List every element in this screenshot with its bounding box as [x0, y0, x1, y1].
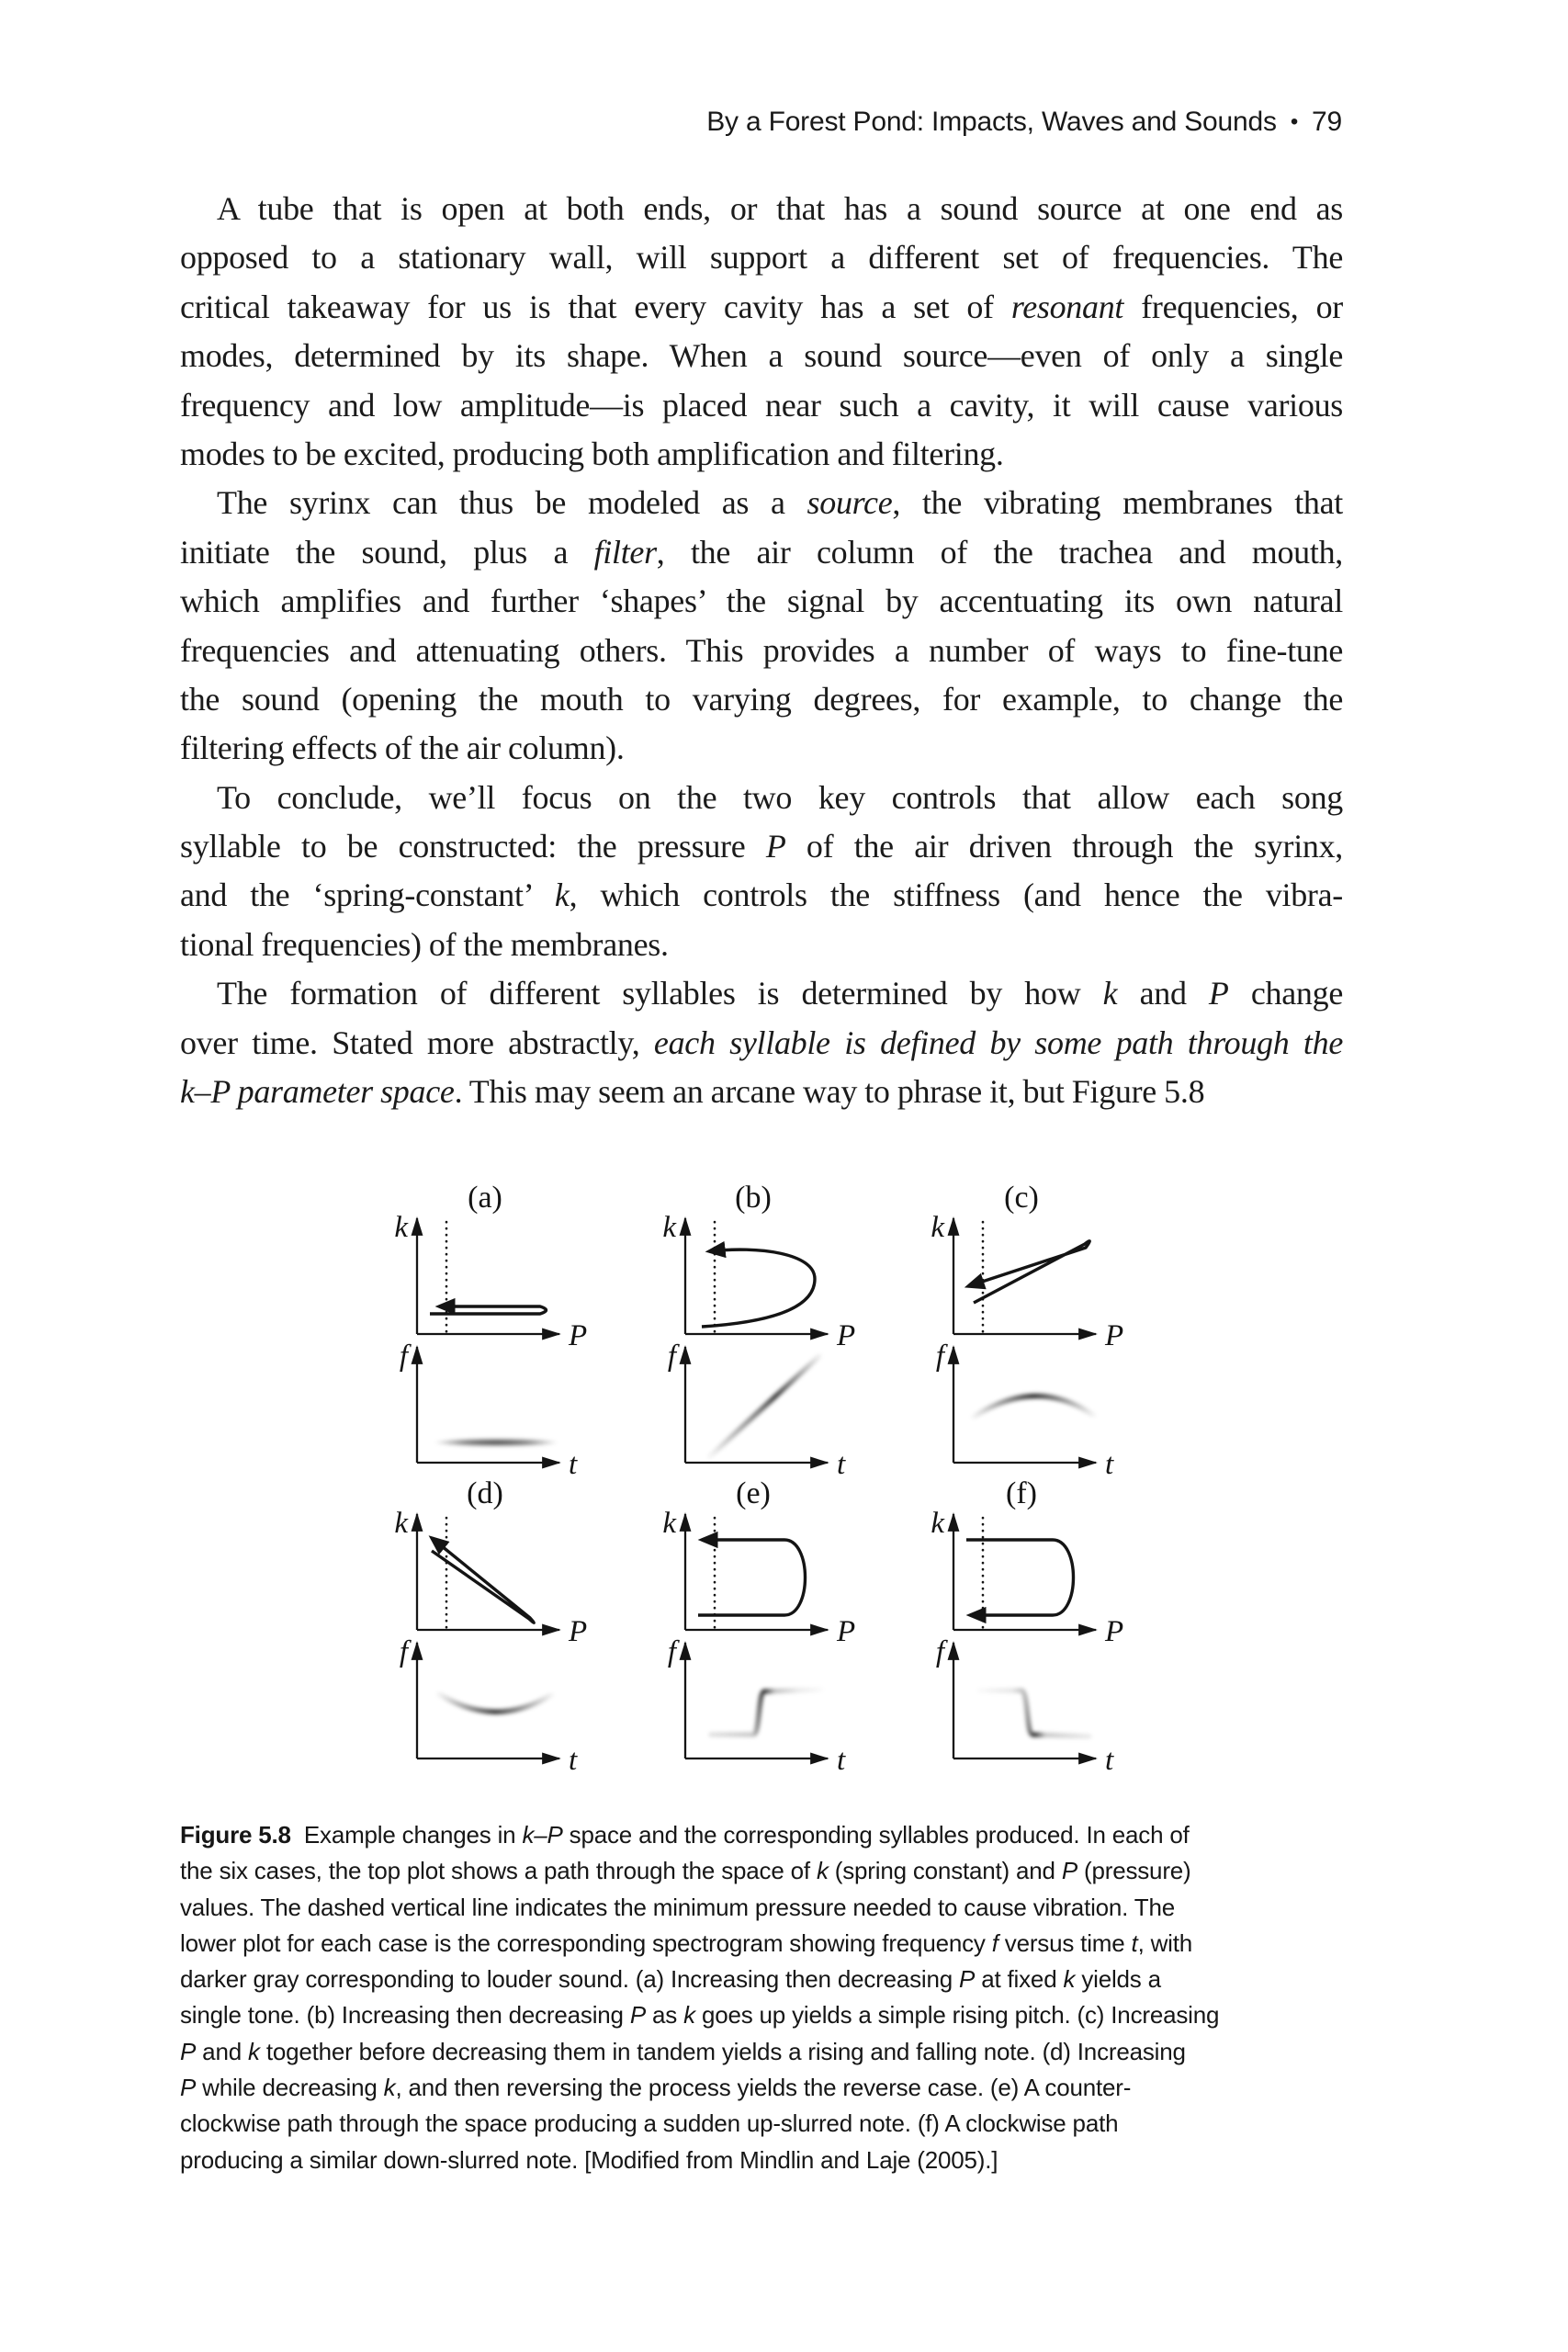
italic-text: filter — [593, 533, 657, 571]
figure-5-8 — [366, 1180, 1170, 1771]
text-line — [180, 871, 1343, 920]
caption-line — [180, 1962, 1246, 1997]
text-segment: , and then reversing the process yields the reverse case. (e) A counter- — [395, 2074, 1132, 2102]
spectrogram-plot — [668, 1340, 846, 1476]
spectrogram-plot — [668, 1635, 846, 1771]
text-segment: which amplifies and further ‘shapes’ the signal by accentuating its own natural — [180, 582, 1343, 620]
spectrogram-trace — [434, 1439, 558, 1447]
italic-text: k — [683, 2001, 695, 2030]
x-axis-label: P — [837, 1319, 856, 1352]
text-line — [180, 283, 1343, 332]
italic-text: P — [629, 2001, 646, 2030]
figure-panel-b — [634, 1180, 902, 1476]
panel-plots — [634, 1180, 884, 1476]
italic-text: k — [554, 876, 570, 914]
italic-text: t — [1131, 1928, 1138, 1957]
text-segment: as — [646, 2001, 684, 2030]
y-axis-label: k — [931, 1211, 944, 1244]
text-segment: together before decreasing them in tandem yields a rising and falling note. (d) Increasing — [259, 2037, 1186, 2065]
text-line — [180, 185, 1343, 233]
running-head-title: By a Forest Pond: Impacts, Waves and Sounds — [706, 107, 1277, 137]
text-segment: yields a — [1075, 1965, 1161, 1994]
text-line — [180, 822, 1343, 871]
italic-text: k — [383, 2074, 396, 2102]
text-segment: while decreasing — [196, 2074, 384, 2102]
text-line — [180, 381, 1343, 430]
italic-text: source — [807, 484, 893, 522]
y-axis-label: k — [394, 1507, 408, 1540]
paragraph-3 — [180, 774, 1343, 970]
figure-panel-f — [902, 1476, 1170, 1771]
text-segment: of the air driven through the syrinx, — [785, 828, 1343, 865]
caption-line — [180, 2143, 1246, 2178]
x-axis-label: t — [569, 1744, 578, 1771]
text-segment: values. The dashed vertical line indicates the minimum pressure needed to cause vibration. The — [180, 1893, 1175, 1921]
text-segment: initiate the sound, plus a — [180, 533, 594, 571]
text-segment: critical takeaway for us is that every cavity has a set of — [180, 288, 1011, 325]
panel-plots — [902, 1476, 1152, 1771]
caption-line — [180, 1853, 1246, 1889]
text-segment: Example changes in — [290, 1821, 523, 1849]
caption-line — [180, 2106, 1246, 2142]
kp-plot — [931, 1211, 1123, 1352]
kp-path — [968, 1241, 1089, 1303]
text-segment: , the air column of the trachea and mouth, — [656, 533, 1343, 571]
text-segment: goes up yields a simple rising pitch. (c) Increasing — [694, 2001, 1220, 2030]
text-segment: and — [1117, 975, 1209, 1012]
panel-label: (e) — [736, 1476, 771, 1510]
x-axis-label: P — [569, 1319, 588, 1352]
text-segment: at fixed — [975, 1965, 1064, 1994]
italic-text: resonant — [1010, 288, 1124, 325]
x-axis-label: P — [1105, 1319, 1124, 1352]
figure-panel-d — [366, 1476, 634, 1771]
bullet-separator: • — [1290, 109, 1299, 134]
spectrogram-trace — [439, 1694, 551, 1712]
y-axis-label: f — [935, 1340, 944, 1373]
italic-text: k–P parameter space — [180, 1073, 455, 1111]
text-line — [180, 627, 1343, 675]
text-segment: the six cases, the top plot shows a path through the space of — [180, 1857, 817, 1885]
figure-panel-e — [634, 1476, 902, 1771]
text-segment: and — [196, 2037, 248, 2065]
text-segment: change — [1228, 975, 1343, 1012]
panel-label: (d) — [467, 1476, 503, 1510]
caption-line — [180, 1997, 1246, 2033]
x-axis-label: P — [837, 1615, 856, 1648]
figure-panel-a — [366, 1180, 634, 1476]
text-segment: (pressure) — [1077, 1857, 1191, 1885]
kp-plot — [394, 1211, 587, 1352]
x-axis-label: t — [1105, 1744, 1114, 1771]
italic-text: P — [1208, 975, 1229, 1012]
spectrogram-plot — [936, 1340, 1114, 1476]
text-line — [180, 1019, 1343, 1068]
text-segment: , with — [1137, 1928, 1193, 1957]
spectrogram-trace — [709, 1356, 819, 1457]
italic-text: f — [991, 1928, 998, 1957]
italic-text: P — [959, 1965, 976, 1994]
caption-line — [180, 2070, 1246, 2106]
italic-text: k–P — [522, 1821, 563, 1849]
kp-path — [702, 1250, 815, 1327]
italic-text: P — [765, 828, 786, 865]
text-segment: modes to be excited, producing both amplification and filtering. — [180, 435, 1004, 472]
spectrogram-trace — [979, 1690, 1089, 1736]
text-segment: frequencies and attenuating others. This provides a number of ways to fine-tune — [180, 631, 1343, 669]
italic-text: k — [816, 1857, 829, 1885]
kp-path — [430, 1306, 547, 1314]
body-text — [180, 185, 1343, 1116]
bold-text: Figure 5.8 — [180, 1821, 291, 1849]
text-segment: producing a similar down-slurred note. [Modified from Mindlin and Laje (2005).] — [180, 2145, 998, 2174]
y-axis-label: k — [931, 1507, 944, 1540]
figure-panel-c — [902, 1180, 1170, 1476]
panel-plots — [366, 1180, 615, 1476]
text-line — [180, 1068, 1343, 1116]
page-header — [706, 107, 1342, 138]
text-segment: filtering effects of the air column). — [180, 729, 625, 767]
kp-plot — [662, 1507, 855, 1648]
text-segment: . This may seem an arcane way to phrase it, but Figure 5.8 — [454, 1073, 1205, 1111]
paragraph-2 — [180, 479, 1343, 773]
text-segment: space and the corresponding syllables produced. In each of — [562, 1821, 1190, 1849]
text-segment: frequencies, or — [1123, 288, 1343, 325]
x-axis-label: P — [1105, 1615, 1124, 1648]
text-segment: clockwise path through the space producing a sudden up-slurred note. (f) A clockwise path — [180, 2109, 1119, 2138]
text-segment: The syrinx can thus be modeled as a — [217, 484, 807, 522]
text-segment: , which controls the stiffness (and hence the vibra- — [569, 876, 1343, 914]
text-segment: the sound (opening the mouth to varying degrees, for example, to change the — [180, 680, 1343, 718]
kp-plot — [394, 1507, 587, 1648]
figure-caption — [180, 1817, 1246, 2178]
text-line — [180, 479, 1343, 527]
text-segment: versus time — [998, 1928, 1132, 1957]
y-axis-label: k — [662, 1507, 676, 1540]
panel-plots — [366, 1476, 615, 1771]
text-line — [180, 528, 1343, 577]
text-line — [180, 430, 1343, 479]
y-axis-label: f — [935, 1635, 944, 1668]
y-axis-label: f — [667, 1635, 676, 1668]
text-segment: frequency and low amplitude—is placed near such a cavity, it will cause various — [180, 386, 1343, 424]
spectrogram-plot — [936, 1635, 1114, 1771]
kp-plot — [662, 1211, 855, 1352]
text-segment: and the ‘spring-constant’ — [180, 876, 555, 914]
panel-plots — [634, 1476, 884, 1771]
kp-path — [432, 1538, 534, 1623]
page-number: 79 — [1312, 107, 1342, 137]
y-axis-label: f — [399, 1340, 408, 1373]
panel-label: (a) — [468, 1181, 502, 1215]
text-line — [180, 969, 1343, 1018]
spectrogram-trace — [711, 1690, 821, 1735]
text-segment: opposed to a stationary wall, will support a different set of frequencies. The — [180, 239, 1343, 277]
caption-line — [180, 1890, 1246, 1926]
italic-text: k — [1063, 1965, 1076, 1994]
x-axis-label: t — [837, 1744, 846, 1771]
text-segment: The formation of different syllables is determined by how — [217, 975, 1103, 1012]
text-line — [180, 774, 1343, 822]
caption-line — [180, 2034, 1246, 2070]
text-line — [180, 675, 1343, 724]
x-axis-label: t — [837, 1448, 846, 1476]
spectrogram-trace — [974, 1396, 1093, 1417]
text-line — [180, 577, 1343, 626]
text-segment: , the vibrating membranes that — [892, 484, 1344, 522]
text-line — [180, 233, 1343, 282]
x-axis-label: P — [569, 1615, 588, 1648]
italic-text: P — [180, 2037, 197, 2065]
italic-text: P — [1061, 1857, 1077, 1885]
x-axis-label: t — [1105, 1448, 1114, 1476]
italic-text: k — [247, 2037, 260, 2065]
spectrogram-plot — [400, 1340, 578, 1476]
text-segment: tional frequencies) of the membranes. — [180, 925, 669, 963]
y-axis-label: k — [662, 1211, 676, 1244]
panel-label: (b) — [735, 1181, 772, 1215]
text-line — [180, 332, 1343, 380]
y-axis-label: f — [399, 1635, 408, 1668]
italic-text: k — [1102, 975, 1118, 1012]
text-segment: (spring constant) and — [828, 1857, 1062, 1885]
text-segment: A tube that is open at both ends, or that has a sound source at one end as — [217, 190, 1343, 227]
panel-label: (f) — [1006, 1476, 1037, 1510]
text-segment: syllable to be constructed: the pressure — [180, 828, 766, 865]
paragraph-1 — [180, 185, 1343, 479]
caption-line — [180, 1817, 1246, 1853]
y-axis-label: f — [667, 1340, 676, 1373]
text-line — [180, 724, 1343, 773]
italic-text: each syllable is defined by some path through the — [653, 1023, 1343, 1061]
text-segment: lower plot for each case is the corresponding spectrogram showing frequency — [180, 1928, 992, 1957]
text-segment: darker gray corresponding to louder sound. (a) Increasing then decreasing — [180, 1965, 960, 1994]
text-segment: over time. Stated more abstractly, — [180, 1023, 654, 1061]
y-axis-label: k — [394, 1211, 408, 1244]
text-segment: single tone. (b) Increasing then decreasing — [180, 2001, 630, 2030]
text-segment: To conclude, we’ll focus on the two key controls that allow each song — [217, 778, 1343, 816]
kp-plot — [931, 1507, 1123, 1648]
italic-text: P — [180, 2074, 197, 2102]
text-segment: modes, determined by its shape. When a sound source—even of only a single — [180, 337, 1343, 375]
paragraph-4 — [180, 969, 1343, 1116]
text-line — [180, 921, 1343, 969]
x-axis-label: t — [569, 1448, 578, 1476]
spectrogram-plot — [400, 1635, 578, 1771]
panel-label: (c) — [1004, 1181, 1039, 1215]
caption-line — [180, 1926, 1246, 1962]
panel-plots — [902, 1180, 1152, 1476]
